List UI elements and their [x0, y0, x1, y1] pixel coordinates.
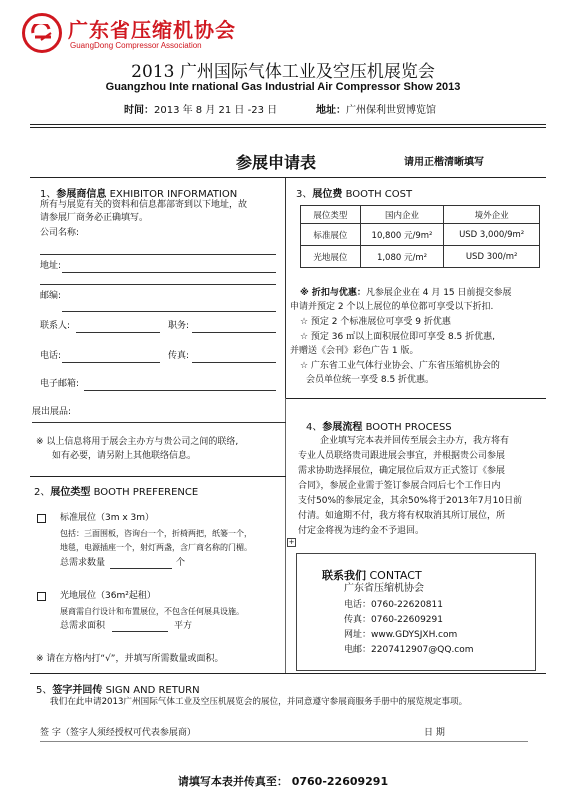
cost-header-domestic: 国内企业: [360, 206, 444, 224]
standard-qty-label: 总需求数量: [60, 558, 106, 568]
products-field[interactable]: [32, 422, 286, 423]
contact-person-field[interactable]: [76, 332, 160, 333]
section-5-divider: [30, 673, 546, 674]
contact-fax: 传真：0760-22609291: [344, 615, 443, 625]
process-line: 付定金将视为违约金不予退回。: [298, 526, 425, 536]
place-line: [316, 101, 436, 116]
fax-label: 传真:: [168, 351, 190, 361]
move-handle-icon: +: [288, 538, 295, 546]
contact-email: 电邮：2207412907@QQ.com: [344, 645, 474, 655]
section-2-divider: [30, 476, 286, 477]
process-line: 付清。如逾期不付，我方将有权取消其所订展位，所: [298, 511, 506, 521]
process-line: 企业填写完本表并回传至展会主办方，我方将有: [320, 436, 510, 446]
process-line: 专业人员联络贵司跟进展会事宜，并根据贵公司参展: [298, 451, 506, 461]
time-label: 时间：: [124, 105, 154, 116]
place-label: 地址：: [316, 105, 346, 116]
column-divider-top: [285, 178, 286, 398]
cost-header-row: [301, 206, 540, 224]
cost-row-standard: [301, 224, 540, 246]
products-label: 展出展品:: [32, 407, 72, 417]
date-label: 日 期: [424, 728, 445, 738]
contact-org: 广东省压缩机协会: [344, 583, 424, 594]
raw-area-label: 总需求面积: [60, 621, 106, 631]
discount-member-2: 会员单位统一享受 8.5 折优惠。: [306, 375, 435, 385]
phone-label: 电话:: [40, 351, 62, 361]
standard-qty-unit: 个: [176, 558, 186, 568]
org-name-cn: 广东省压缩机协会: [68, 18, 236, 42]
company-field[interactable]: [40, 254, 276, 255]
address-label: 地址:: [40, 261, 62, 271]
address-field-2[interactable]: [40, 284, 276, 285]
form-title: 参展申请表: [236, 153, 317, 172]
email-label: 电子邮箱:: [40, 379, 80, 389]
column-divider-bottom: [285, 398, 286, 673]
position-field[interactable]: [192, 332, 276, 333]
fax-field[interactable]: [192, 362, 276, 363]
contact-person-label: 联系人:: [40, 321, 71, 331]
raw-space-desc: 展商需自行设计和布置展位，不包含任何展具设施。: [60, 607, 244, 616]
process-line: 合同》，参展企业需于签订参展合同后七个工作日内: [298, 481, 501, 491]
cost-cell: 光地展位: [301, 246, 361, 268]
discount-line-1: ※ 折扣与优惠：凡参展企业在 4 月 15 日前提交参展: [300, 288, 512, 298]
cost-cell: 1,080 元/m²: [360, 246, 444, 268]
association-logo: [22, 13, 62, 53]
discount-standard: ☆ 预定 2 个标准展位可享受 9 折优惠: [300, 317, 451, 327]
cost-heading: 3、展位费 BOOTH COST: [296, 189, 413, 200]
exhibitor-heading: 1、参展商信息 EXHIBITOR INFORMATION: [40, 189, 238, 200]
exhibitor-note-2: 如有必要，请另附上其他联络信息。: [52, 451, 197, 461]
standard-qty-field[interactable]: [110, 568, 172, 569]
postcode-field[interactable]: [62, 311, 276, 312]
phone-field[interactable]: [62, 362, 160, 363]
cost-cell: 标准展位: [301, 224, 361, 246]
contact-phone: 电话：0760-22620811: [344, 600, 443, 610]
cost-header-overseas: 境外企业: [444, 206, 540, 224]
header-divider: [30, 124, 546, 125]
header-divider-2: [30, 127, 546, 128]
standard-booth-title: 标准展位（3m x 3m）: [60, 513, 155, 523]
cost-row-raw: [301, 246, 540, 268]
cost-cell: USD 3,000/9m²: [444, 224, 540, 246]
postcode-label: 邮编:: [40, 291, 62, 301]
discount-line-2: 申请并预定 2 个以上展位的单位都可享受以下折扣.: [290, 302, 494, 312]
process-line: 需求协助选择展位，确定展位后双方正式签订《参展: [298, 466, 506, 476]
discount-raw-1: ☆ 预定 36 ㎡以上面积展位即可享受 8.5 折优惠,: [300, 332, 495, 342]
cost-cell: USD 300/m²: [444, 246, 540, 268]
logo-mark-icon: [31, 24, 53, 42]
raw-area-unit: 平方: [174, 621, 193, 631]
exhibitor-note-1: ※ 以上信息将用于展会主办方与贵公司之间的联络,: [36, 437, 239, 447]
standard-booth-checkbox[interactable]: [37, 514, 46, 523]
raw-space-checkbox[interactable]: [37, 592, 46, 601]
time-value: 2013 年 8 月 21 日 -23 日: [154, 105, 278, 116]
contact-web: 网址：www.GDYSJXH.com: [344, 630, 458, 640]
signature-label: 签 字（签字人须经授权可代表参展商）: [40, 728, 196, 738]
exhibition-title-en: Guangzhou Inte rnational Gas Industrial Air Compressor Show 2013: [105, 81, 461, 93]
section-4-divider: [286, 398, 546, 399]
form-title-divider: [30, 177, 546, 178]
process-line: 支付50%的参展定金，其余50%将于2013年7月10日前: [298, 496, 523, 506]
exhibitor-intro-1: 所有与展览有关的资料和信息都部寄到以下地址，故: [40, 200, 248, 210]
time-line: [124, 101, 277, 116]
company-label: 公司名称:: [40, 228, 80, 238]
discount-member-1: ☆ 广东省工业气体行业协会、广东省压缩机协会的: [300, 361, 500, 371]
email-field[interactable]: [84, 390, 276, 391]
contact-heading: 联系我们 CONTACT: [322, 569, 422, 582]
signature-field[interactable]: [40, 741, 528, 742]
cost-cell: 10,800 元/9m²: [360, 224, 444, 246]
process-heading: 4、参展流程 BOOTH PROCESS: [306, 422, 452, 433]
exhibition-title-cn: 2013 广州国际气体工业及空压机展览会: [131, 62, 435, 82]
fax-footer: 请填写本表并传真至： 0760-22609291: [177, 775, 389, 788]
place-value: 广州保利世贸博览馆: [346, 105, 436, 116]
form-note: 请用正楷清晰填写: [404, 157, 484, 168]
raw-space-title: 光地展位（36m²起租）: [60, 591, 156, 601]
raw-area-field[interactable]: [112, 631, 168, 632]
cost-header-type: 展位类型: [301, 206, 361, 224]
sign-heading: 5、签字并回传 SIGN AND RETURN: [36, 685, 200, 696]
address-field[interactable]: [62, 272, 276, 273]
booth-cost-table: [300, 205, 540, 268]
discount-raw-2: 并赠送《会刊》彩色广告 1 版。: [290, 346, 419, 356]
exhibitor-intro-2: 请参展厂商务必正确填写。: [40, 213, 149, 223]
standard-booth-desc-1: 包括：三面围板，咨询台一个，折椅两把，纸篓一个，: [60, 529, 252, 538]
standard-booth-desc-2: 地毯，电源插座一个，射灯两盏，含厂商名称的门楣。: [60, 543, 252, 552]
position-label: 职务:: [168, 321, 190, 331]
booth-pref-heading: 2、展位类型 BOOTH PREFERENCE: [34, 487, 199, 498]
org-name-en: GuangDong Compressor Association: [70, 41, 202, 50]
tick-note: ※ 请在方格内打“√”，并填写所需数量或面积。: [36, 654, 224, 664]
sign-statement: 我们在此申请2013广州国际气体工业及空压机展览会的展位，并同意遵守参展商服务手册中的展览规定事项。: [50, 697, 468, 707]
